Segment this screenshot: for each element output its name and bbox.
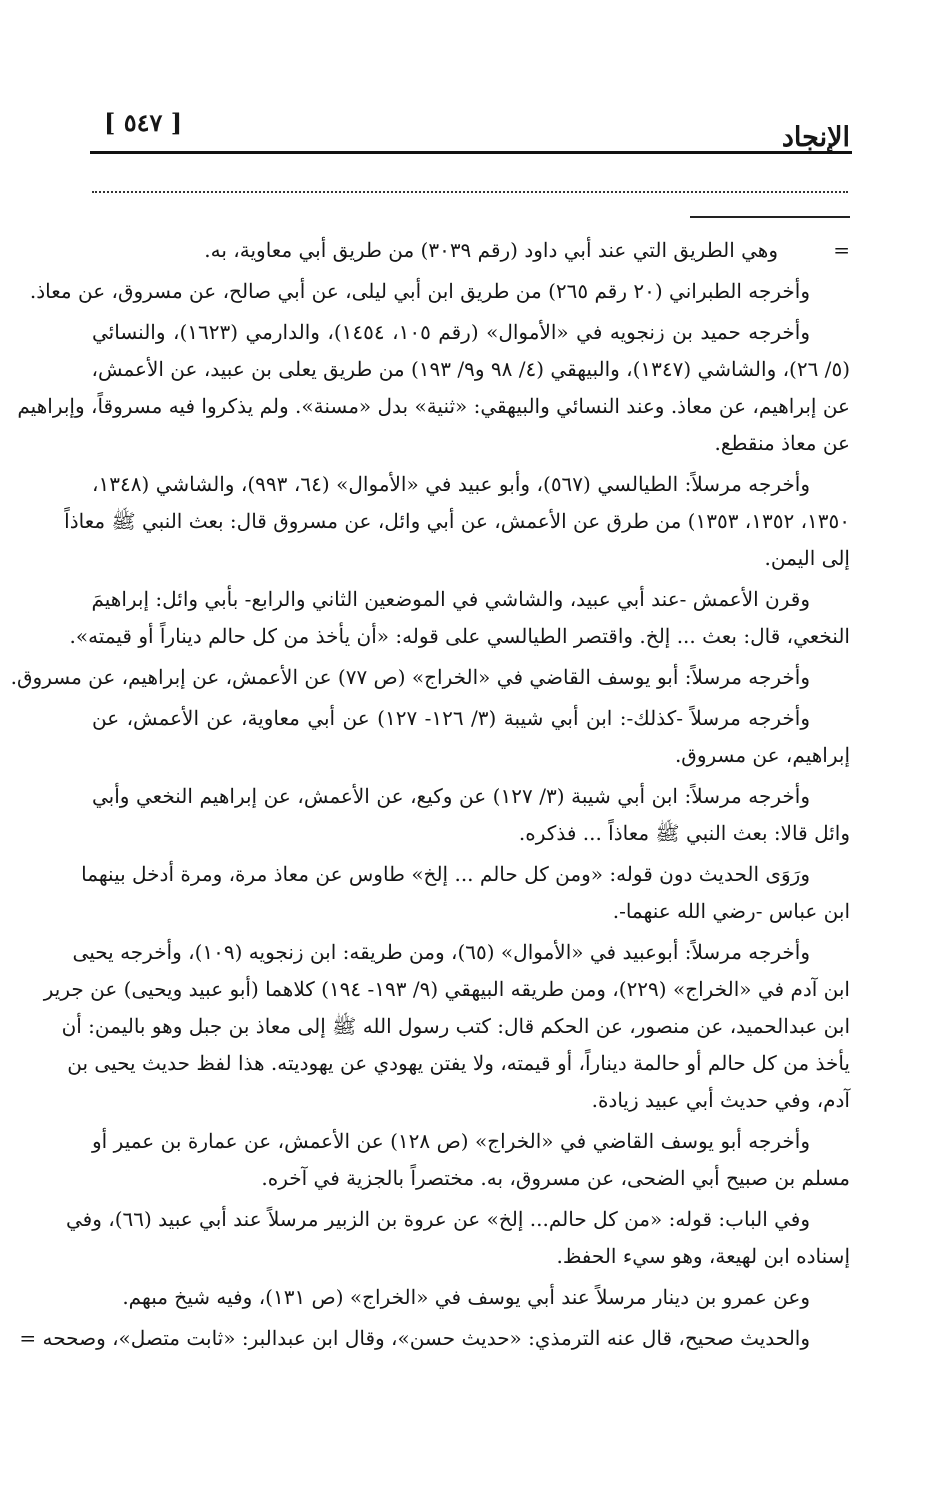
text-line: ابن آدم في «الخراج» (٢٢٩)، ومن طريقه البيهقي (٩/ ١٩٣- ١٩٤) كلاهما (أبو عبيد ويحيى) عن جرير: [43, 977, 850, 1001]
text-line: وقرن الأعمش -عند أبي عبيد، والشاشي في الموضعين الثاني والرابع- بأبي وائل: إبراهيمَ: [91, 587, 810, 611]
header-rule: [90, 151, 852, 154]
footnote-paragraph: [92, 1279, 850, 1316]
footnote-paragraph: [92, 778, 850, 852]
text-line: وعن عمرو بن دينار مرسلاً عند أبي يوسف في «الخراج» (ص ١٣١)، وفيه شيخ مبهم.: [122, 1285, 810, 1309]
text-line: والحديث صحيح، قال عنه الترمذي: «حديث حسن»، وقال ابن عبدالبر: «ثابت متصل»، وصححه =: [19, 1326, 810, 1350]
text-line: إبراهيم، عن مسروق.: [674, 743, 850, 767]
text-line: ابن عباس -رضي الله عنهما-.: [612, 899, 850, 923]
text-line: وأخرجه أبو يوسف القاضي في «الخراج» (ص ١٢٨) عن الأعمش، عن عمارة بن عمير أو: [92, 1129, 810, 1153]
footnote-paragraph: [17, 314, 850, 462]
footnote-paragraph: [92, 700, 850, 774]
text-line: النخعي، قال: بعث ... إلخ. واقتصر الطيالسي على قوله: «أن يأخذ من كل حالم ديناراً أو قيمته».: [69, 624, 850, 648]
text-line: عن معاذ منقطع.: [714, 431, 850, 455]
text-line: وأخرجه مرسلاً: الطيالسي (٥٦٧)، وأبو عبيد في «الأموال» (٦٤، ٩٩٣)، والشاشي (١٣٤٨،: [92, 472, 811, 496]
text-line: وفي الباب: قوله: «من كل حالم... إلخ» عن عروة بن الزبير مرسلاً عند أبي عبيد (٦٦)، وفي: [66, 1207, 810, 1231]
footnote-body: [10, 232, 850, 1361]
chapter-title: الإنجاد: [781, 122, 850, 153]
text-line: عن إبراهيم، عن معاذ. وعند النسائي والبيهقي: «ثنية» بدل «مسنة». ولم يذكروا فيه مسروقاً، وإبراهيم: [17, 394, 850, 418]
text-line: وهي الطريق التي عند أبي داود (رقم ٣٠٣٩) من طريق أبي معاوية، به.: [204, 238, 778, 262]
footnote-paragraph: [92, 232, 850, 269]
footnote-paragraph: [69, 581, 850, 655]
text-line: يأخذ من كل حالم أو حالمة ديناراً، أو قيمته، ولا يفتن يهودي عن يهوديته. هذا لفظ حديث يحيى بن: [67, 1051, 850, 1075]
page-number: [ ٥٤٧ ]: [104, 108, 183, 137]
footnote-paragraph: [43, 934, 850, 1119]
footnote-paragraph: [92, 1123, 850, 1197]
footnote-rule: [690, 216, 850, 218]
text-line: ١٣٥٠، ١٣٥٢، ١٣٥٣) من طرق عن الأعمش، عن أبي وائل، عن مسروق قال: بعث النبي ﷺ معاذاً: [64, 509, 850, 533]
text-line: وائل قالا: بعث النبي ﷺ معاذاً ... فذكره.: [518, 821, 850, 845]
text-line: وأخرجه مرسلاً: ابن أبي شيبة (٣/ ١٢٧) عن وكيع، عن الأعمش، عن إبراهيم النخعي وأبي: [92, 784, 810, 808]
text-line: (٥/ ٢٦)، والشاشي (١٣٤٧)، والبيهقي (٤/ ٩٨ و٩/ ١٩٣) من طريق يعلى بن عبيد، عن الأعمش،: [91, 357, 850, 381]
continuation-mark: =: [833, 238, 850, 262]
text-line: ابن عبدالحميد، عن منصور، عن الحكم قال: كتب رسول الله ﷺ إلى معاذ بن جبل وهو باليمن: أن: [61, 1014, 850, 1038]
text-line: وأخرجه حميد بن زنجويه في «الأموال» (رقم ١٠٥، ١٤٥٤)، والدارمي (١٦٢٣)، والنسائي: [92, 320, 811, 344]
footnote-paragraph: [66, 1201, 850, 1275]
text-line: إلى اليمن.: [764, 546, 850, 570]
footnote-paragraph: [64, 466, 850, 577]
text-line: إسناده ابن لهيعة، وهو سيء الحفظ.: [556, 1244, 850, 1268]
dotted-separator: [92, 191, 848, 193]
text-line: وأخرجه الطبراني (٢٠ رقم ٢٦٥) من طريق ابن أبي ليلى، عن أبي صالح، عن مسروق، عن معاذ.: [29, 279, 810, 303]
text-line: ورَوَى الحديث دون قوله: «ومن كل حالم ... إلخ» طاوس عن معاذ مرة، ومرة أدخل بينهما: [81, 862, 810, 886]
footnote-paragraph: [29, 273, 850, 310]
text-line: مسلم بن صبيح أبي الضحى، عن مسروق، به. مختصراً بالجزية في آخره.: [261, 1166, 850, 1190]
text-line: وأخرجه مرسلاً: أبوعبيد في «الأموال» (٦٥)، ومن طريقه: ابن زنجويه (١٠٩)، وأخرجه يحيى: [72, 940, 810, 964]
text-line: آدم، وفي حديث أبي عبيد زيادة.: [591, 1088, 850, 1112]
text-line: وأخرجه مرسلاً: أبو يوسف القاضي في «الخراج» (ص ٧٧) عن الأعمش، عن إبراهيم، عن مسروق.: [10, 665, 810, 689]
footnote-paragraph: [81, 856, 850, 930]
footnote-paragraph: [10, 659, 850, 696]
text-line: وأخرجه مرسلاً -كذلك-: ابن أبي شيبة (٣/ ١٢٦- ١٢٧) عن أبي معاوية، عن الأعمش، عن: [92, 706, 811, 730]
footnote-paragraph: [19, 1320, 850, 1357]
